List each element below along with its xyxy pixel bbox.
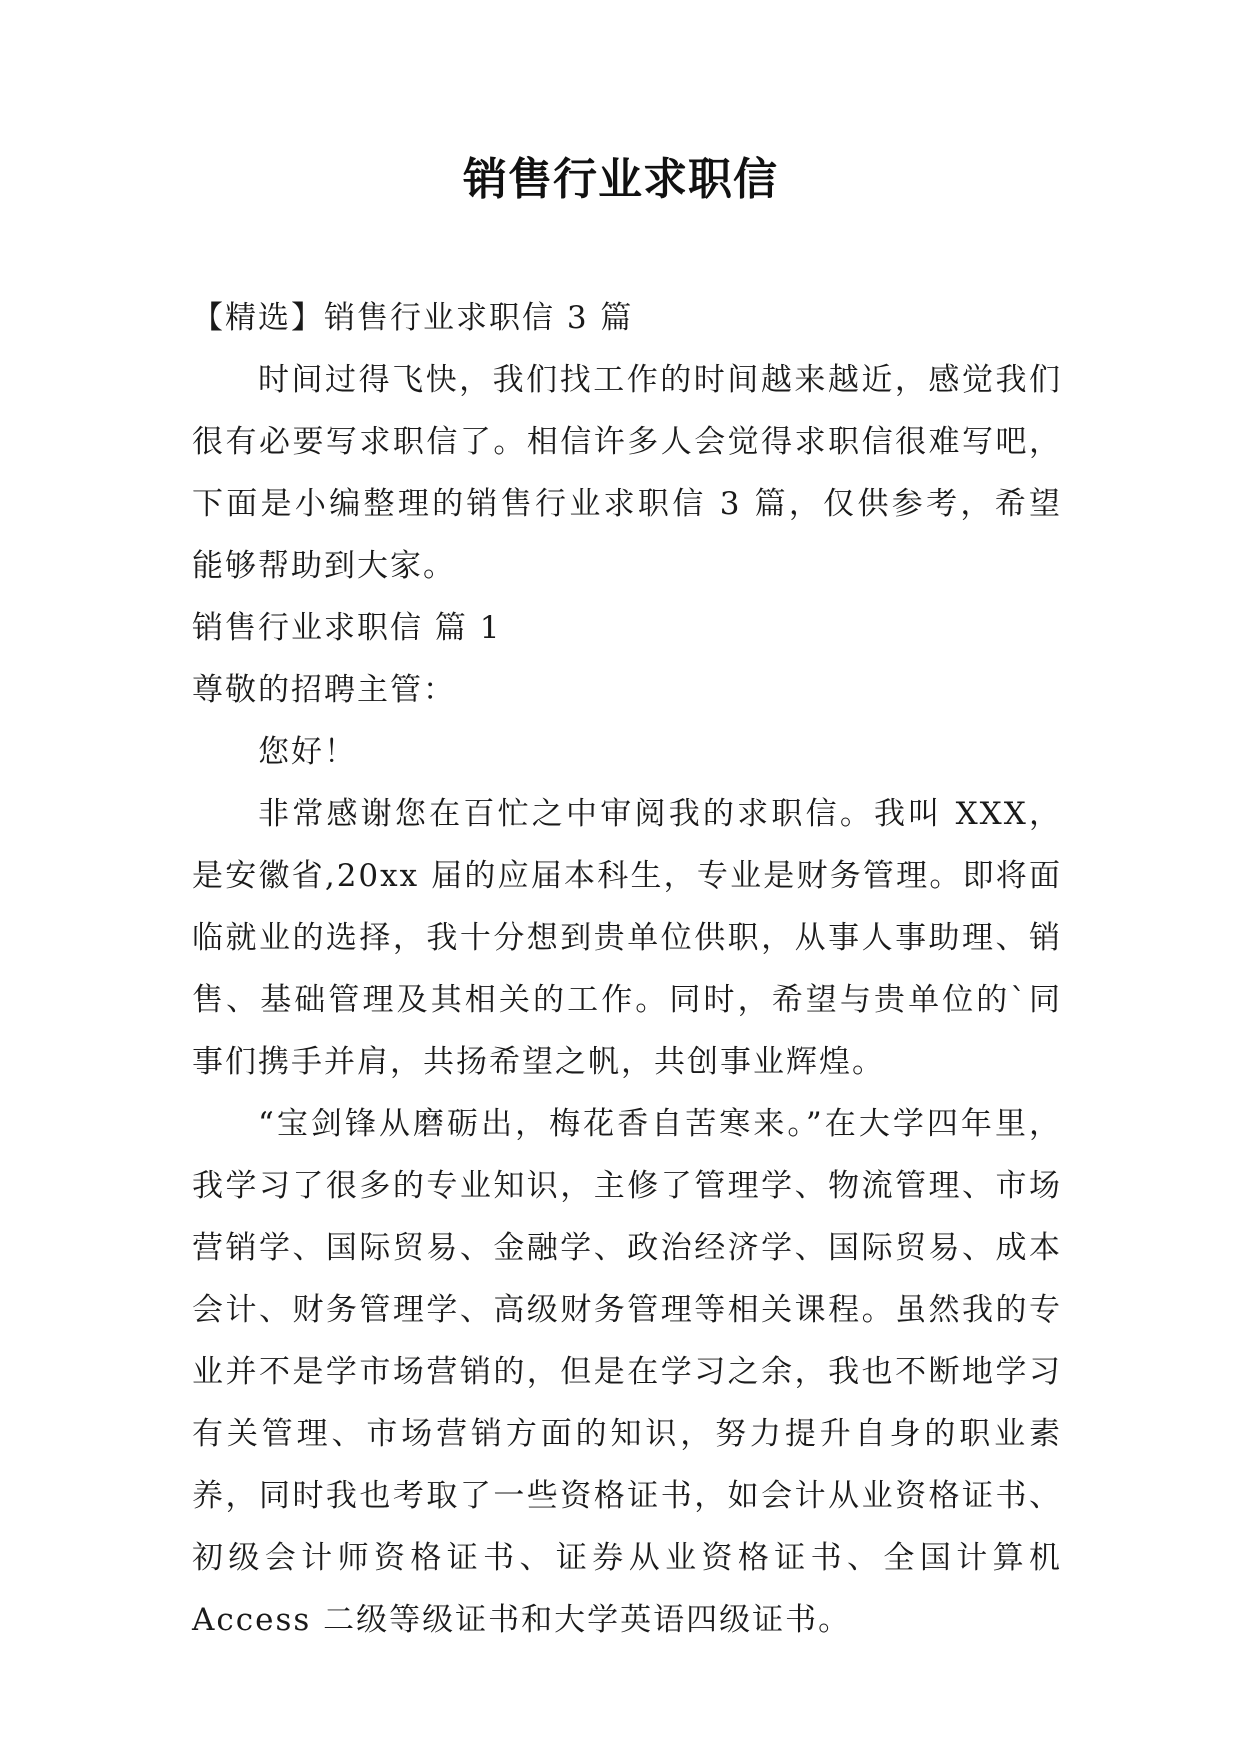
- intro-heading: 【精选】销售行业求职信 3 篇: [192, 300, 634, 336]
- intro-paragraph: 时间过得飞快，我们找工作的时间越来越近，感觉我们很有必要写求职信了。相信许多人会觉得求职信很难写吧，下面是小编整理的销售行业求职信 3 篇，仅供参考，希望能够帮助到大家。: [192, 362, 1062, 584]
- section-heading: 销售行业求职信 篇 1: [192, 610, 502, 646]
- body-paragraph: “宝剑锋从磨砺出，梅花香自苦寒来。”在大学四年里，我学习了很多的专业知识，主修了管理学、物流管理、市场营销学、国际贸易、金融学、政治经济学、国际贸易、成本会计、财务管理学、高级财务管理等相关课程。虽然我的专业并不是学市场营销的，但是在学习之余，我也不断地学习有关管理、市场营销方面的知识，努力提升自身的职业素养，同时我也考取了一些资格证书，如会计从业资格证书、初级会计师资格证书、证券从业资格证书、全国计算机 Access 二级等级证书和大学英语四级证书。: [192, 1106, 1062, 1638]
- document-title: 销售行业求职信: [463, 154, 778, 205]
- body-paragraph: 非常感谢您在百忙之中审阅我的求职信。我叫 XXX，是安徽省,20xx 届的应届本科生，专业是财务管理。即将面临就业的选择，我十分想到贵单位供职，从事人事助理、销售、基础管理及其相关的工作。同时，希望与贵单位的`同事们携手并肩，共扬希望之帆，共创事业辉煌。: [192, 796, 1062, 1080]
- salutation: 尊敬的招聘主管：: [192, 672, 456, 708]
- document-body: [192, 287, 1062, 1651]
- greeting: 您好！: [258, 734, 357, 770]
